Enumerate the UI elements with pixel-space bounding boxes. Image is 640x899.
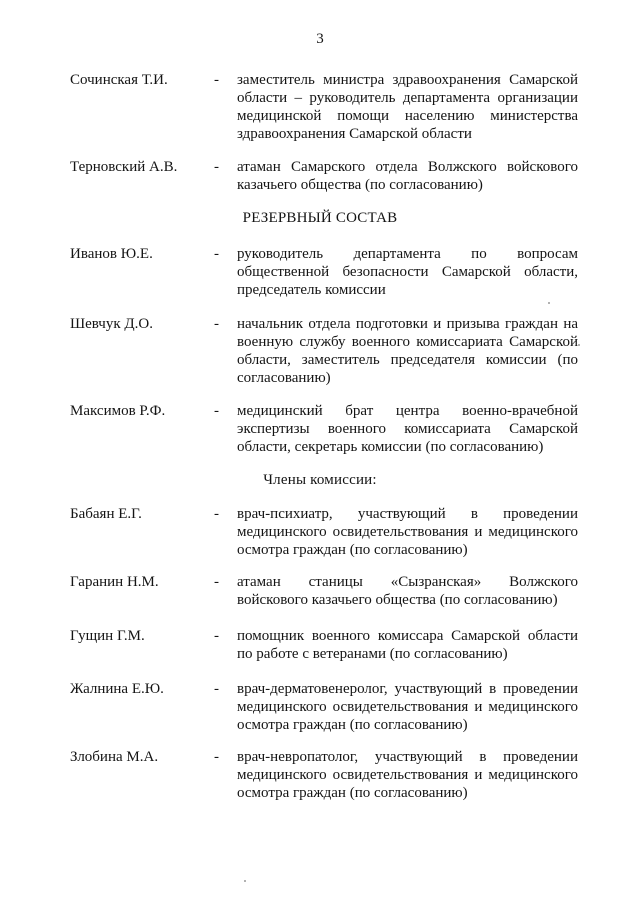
person-name: Жалнина Е.Ю. xyxy=(70,681,164,697)
person-role: заместитель министра здравоохранения Самарской области – руководитель департамента организации медицинской помощи населению министерства здравоохранения Самарской области xyxy=(237,72,578,142)
page-number: 3 xyxy=(316,31,324,47)
person-name: Гущин Г.М. xyxy=(70,628,145,644)
dash-separator: - xyxy=(214,574,219,590)
person-role: атаман станицы «Сызранская» Волжского войскового казачьего общества (по согласованию) xyxy=(237,574,578,608)
person-role: помощник военного комиссара Самарской области по работе с ветеранами (по согласованию) xyxy=(237,628,578,662)
person-role: начальник отдела подготовки и призыва граждан на военную службу военного комиссариата Самарской области, заместитель председателя комиссии (по согласованию) xyxy=(237,316,578,386)
person-name: Злобина М.А. xyxy=(70,749,159,765)
person-name: Сочинская Т.И. xyxy=(70,72,168,88)
dash-separator: - xyxy=(214,316,219,332)
person-name: Бабаян Е.Г. xyxy=(70,506,142,522)
person-role: врач-невропатолог, участвующий в проведении медицинского освидетельствования и медицинского осмотра граждан (по согласованию) xyxy=(237,749,578,801)
person-role: атаман Самарского отдела Волжского войскового казачьего общества (по согласованию) xyxy=(237,159,578,193)
members-section-title: Члены комиссии: xyxy=(263,472,377,488)
person-role: медицинский брат центра военно-врачебной экспертизы военного комиссариата Самарской области, секретарь комиссии (по согласованию) xyxy=(237,403,578,455)
dash-separator: - xyxy=(214,246,219,262)
person-name: Гаранин Н.М. xyxy=(70,574,159,590)
scan-speck xyxy=(244,880,246,882)
person-name: Терновский А.В. xyxy=(70,159,178,175)
dash-separator: - xyxy=(214,506,219,522)
scan-speck xyxy=(578,344,580,346)
person-name: Шевчук Д.О. xyxy=(70,316,153,332)
reserve-section-title: РЕЗЕРВНЫЙ СОСТАВ xyxy=(242,210,398,226)
person-role: врач-дерматовенеролог, участвующий в проведении медицинского освидетельствования и медицинского осмотра граждан (по согласованию) xyxy=(237,681,578,733)
person-name: Максимов Р.Ф. xyxy=(70,403,166,419)
dash-separator: - xyxy=(214,749,219,765)
dash-separator: - xyxy=(214,681,219,697)
dash-separator: - xyxy=(214,628,219,644)
person-name: Иванов Ю.Е. xyxy=(70,246,153,262)
person-role: врач-психиатр, участвующий в проведении медицинского освидетельствования и медицинского осмотра граждан (по согласованию) xyxy=(237,506,578,558)
dash-separator: - xyxy=(214,72,219,88)
dash-separator: - xyxy=(214,403,219,419)
person-role: руководитель департамента по вопросам общественной безопасности Самарской области, председатель комиссии xyxy=(237,246,578,298)
scan-speck xyxy=(548,302,550,304)
dash-separator: - xyxy=(214,159,219,175)
